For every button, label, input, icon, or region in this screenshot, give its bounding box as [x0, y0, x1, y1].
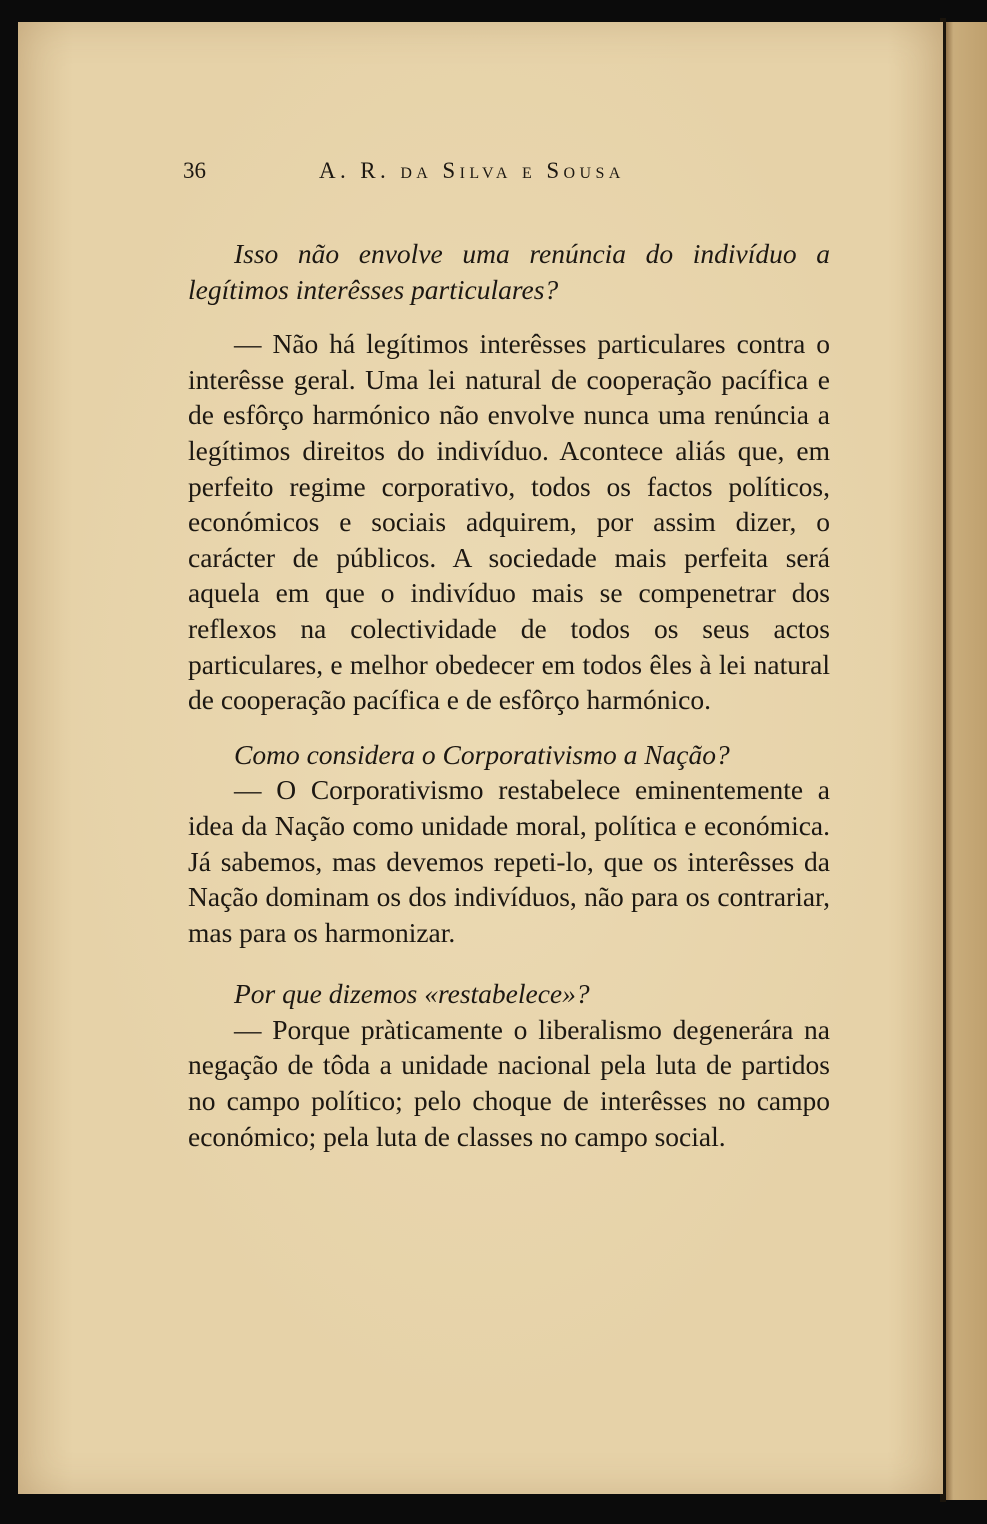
- answer-1: — Não há legítimos interêsses particulares contra o interêsse geral. Uma lei natural de cooperação pacífica e de esfôrço harmónico não envolve nunca uma renúncia a legítimos direitos do indivíduo. Acontece aliás que, em perfeito regime corporativo, todos os factos políticos, económicos e sociais adquirem, por assim dizer, o carácter de públicos. A sociedade mais perfeita será aquela em que o indivíduo mais se compenetrar dos reflexos na colectividade de todos os seus actos particulares, e melhor obedecer em todos êles à lei natural de cooperação pacífica e de esfôrço harmónico.: [188, 328, 830, 716]
- running-head-author: A. R. da Silva e Sousa: [319, 158, 625, 183]
- question-2: Como considera o Corporativismo a Nação?: [234, 738, 730, 770]
- question-3: Por que dizemos «restabelece»?: [234, 978, 590, 1010]
- question-1: Isso não envolve uma renúncia do indivíduo a legítimos interêsses particulares?: [188, 238, 830, 305]
- adjacent-page-edge: [945, 22, 987, 1500]
- page-header: [183, 156, 703, 190]
- answer-2: — O Corporativismo restabelece eminentemente a idea da Nação como unidade moral, política e económica. Já sabemos, mas devemos repeti-lo, que os interêsses da Nação dominam os dos indivíduos, não para os contrariar, mas para os harmonizar.: [188, 774, 830, 948]
- answer-3: — Porque pràticamente o liberalismo degenerára na negação de tôda a unidade nacional pela luta de partidos no campo político; pelo choque de interêsses no campo económico; pela luta de classes no campo social.: [188, 1013, 830, 1152]
- page-number: 36: [183, 158, 206, 183]
- page-body: [188, 236, 830, 1154]
